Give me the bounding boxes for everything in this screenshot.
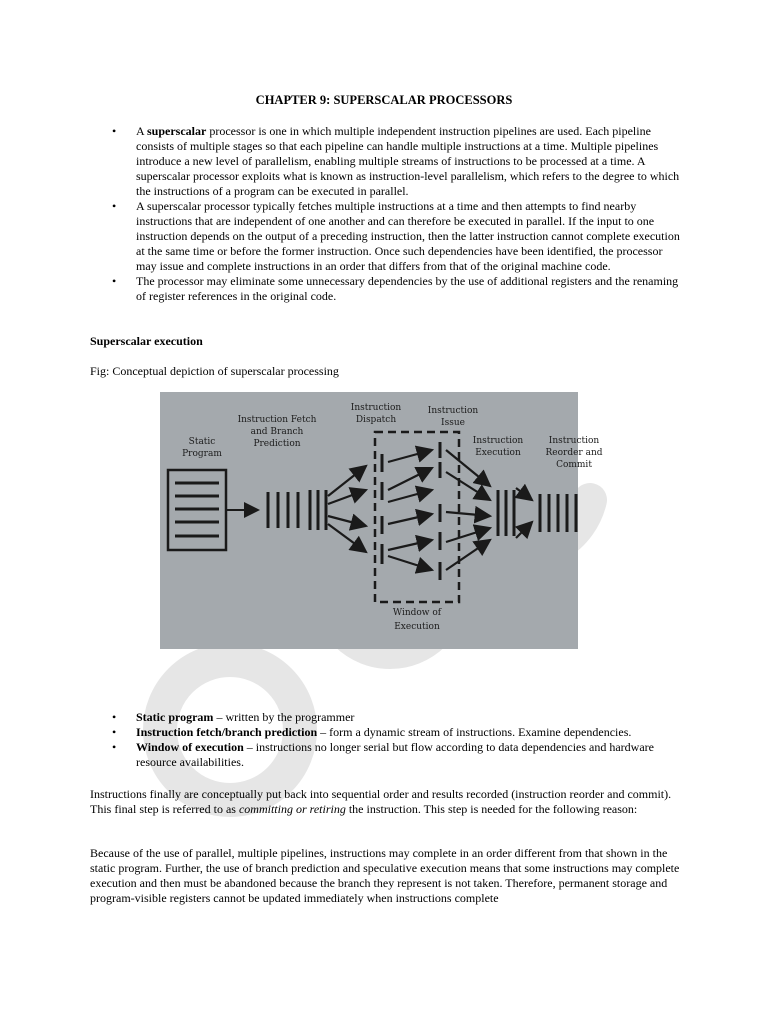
bullet-text: The processor may eliminate some unnecessary dependencies by the use of additional registers and the renaming of register references in the original code. (136, 274, 679, 303)
superscalar-diagram (160, 392, 603, 649)
term-bullet (112, 740, 682, 770)
bullet-bold-term: superscalar (147, 124, 207, 138)
intro-bullet (112, 274, 682, 304)
term-description: – written by the programmer (213, 710, 355, 724)
term-bullet (112, 725, 682, 740)
label-static-program: Static Program (182, 437, 222, 459)
paragraph-text: Instructions finally are conceptually put back into sequential order and results recorded (instruction reorder and commit). This final step is referred to as (90, 787, 672, 816)
label-execution: Instruction Execution (472, 436, 524, 458)
label-fetch: Instruction Fetch and Branch Prediction (237, 415, 317, 449)
bullet-lead: A (136, 124, 148, 138)
term-bullet-list (112, 710, 682, 770)
bullet-text: A superscalar processor typically fetches multiple instructions at a time and then attempts to find nearby instructions that are independent of one another and can therefore be executed in parallel. If the input to one instruction depends on the output of a preceding instruction, then the latter instruction cannot complete execution at the same time or before the former instruction. Once such dependencies have been identified, the processor may issue and complete instructions in an order that differs from that of the original machine code. (136, 199, 680, 273)
chapter-title: CHAPTER 9: SUPERSCALAR PROCESSORS (255, 93, 513, 107)
term-label: Instruction fetch/branch prediction (136, 725, 318, 739)
paragraph-reason: Because of the use of parallel, multiple pipelines, instructions may complete in an order different from that shown in the static program. Further, the use of branch prediction and speculative execution means that some instructions may complete execution and then must be abandoned because the branch they represent is not taken. Therefore, permanent storage and program-visible registers cannot be updated immediately when instructions complete (90, 846, 680, 905)
label-dispatch: Instruction Dispatch (350, 403, 402, 425)
paragraph-italic-term: committing or retiring (238, 802, 346, 816)
label-reorder: Instruction Reorder and Commit (545, 436, 603, 470)
diagram-svg (160, 392, 603, 649)
figure-caption: Fig: Conceptual depiction of superscalar processing (90, 364, 339, 378)
paragraph-text: the instruction. This step is needed for the following reason: (345, 802, 638, 816)
bullet-text: processor is one in which multiple independent instruction pipelines are used. Each pipeline consists of multiple stages so that each pipeline can handle multiple instructions at a time. Multiple pipelines introduce a new level of parallelism, enabling multiple streams of instructions to be processed at a time. A superscalar processor exploits what is known as instruction-level parallelism, which refers to the degree to which the instructions of a program can be executed in parallel. (136, 124, 680, 198)
term-label: Window of execution (136, 740, 244, 754)
intro-bullet (112, 199, 682, 274)
term-description: – instructions no longer serial but flow according to data dependencies and hardware resource availabilities. (136, 740, 654, 769)
label-issue: Instruction Issue (427, 406, 479, 428)
intro-bullet-list (112, 124, 682, 304)
term-description: – form a dynamic stream of instructions. Examine dependencies. (317, 725, 632, 739)
term-bullet (112, 710, 682, 725)
section-heading: Superscalar execution (90, 334, 203, 348)
paragraph-commit (90, 787, 680, 817)
intro-bullet (112, 124, 682, 199)
term-label: Static program (136, 710, 214, 724)
label-window: Window of Execution (392, 608, 442, 632)
